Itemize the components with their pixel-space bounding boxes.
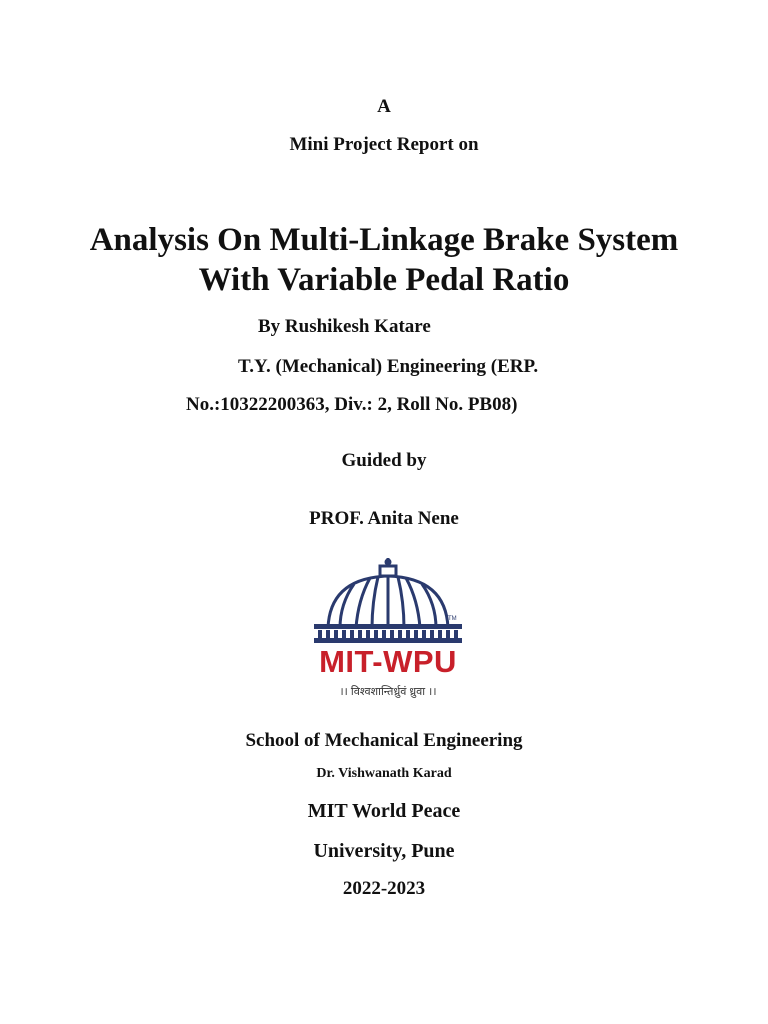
report-type: Mini Project Report on: [289, 134, 479, 155]
report-prefix: A: [377, 96, 391, 117]
academic-year: 2022-2023: [342, 878, 426, 899]
logo-brand-text: MIT-WPU: [319, 644, 457, 679]
university-logo: [310, 556, 466, 706]
report-title-line-2: With Variable Pedal Ratio: [198, 262, 570, 298]
dome-icon: [310, 556, 466, 646]
logo-motto: ।। विश्वशान्तिर्ध्रुवं ध्रुवा ।।: [339, 686, 437, 698]
report-title-line-1: Analysis On Multi-Linkage Brake System: [89, 222, 679, 258]
guided-by-label: Guided by: [341, 450, 427, 471]
author-name: By Rushikesh Katare: [258, 316, 431, 337]
trademark-mark: TM: [448, 616, 457, 622]
school-name: School of Mechanical Engineering: [245, 730, 523, 751]
class-line-2: No.:10322200363, Div.: 2, Roll No. PB08): [186, 394, 518, 415]
university-line-2: University, Pune: [313, 840, 455, 862]
university-line-1: MIT World Peace: [307, 800, 461, 822]
guide-name: PROF. Anita Nene: [309, 508, 459, 529]
class-line-1: T.Y. (Mechanical) Engineering (ERP.: [238, 356, 539, 377]
founder-name: Dr. Vishwanath Karad: [316, 766, 452, 781]
